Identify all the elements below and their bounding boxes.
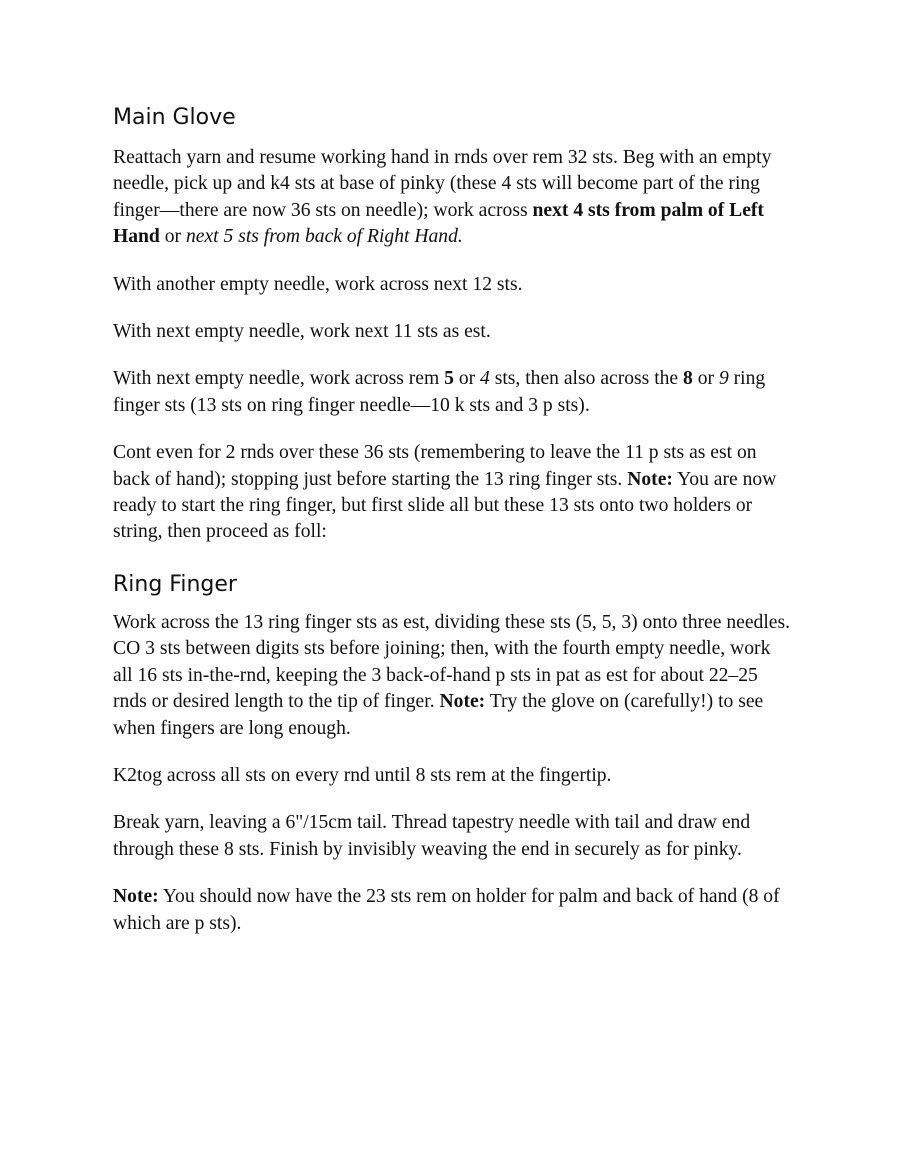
text-run: With next empty needle, work across rem	[113, 368, 445, 390]
paragraph	[113, 319, 793, 345]
text-run: With next empty needle, work next 11 sts as est.	[113, 321, 491, 343]
text-run: Break yarn, leaving a 6"/15cm tail. Thread tapestry needle with tail and draw end through these 8 sts. Finish by invisibly weaving the end in securely as for pinky.	[113, 812, 751, 860]
text-run-bold: next 4 sts from palm of Left Hand	[113, 199, 764, 248]
text-run: or	[159, 226, 186, 248]
text-run-bold: 5	[444, 368, 454, 390]
text-run: or	[453, 368, 481, 390]
text-run: sts, then also across the	[489, 368, 684, 390]
paragraph	[113, 610, 793, 742]
text-run-bold: 8	[683, 368, 693, 390]
text-run: You are now ready to start the ring finger, but first slide all but these 13 sts onto two holders or string, then proceed as foll:	[113, 468, 777, 543]
text-run-italic: 4	[480, 368, 490, 390]
text-run: With another empty needle, work across next 12 sts.	[113, 273, 523, 295]
text-run: Try the glove on (carefully!) to see when fingers are long enough.	[113, 691, 764, 739]
text-run-italic: 9	[718, 368, 729, 390]
paragraph	[113, 145, 793, 251]
text-run: Reattach yarn and resume working hand in rnds over rem 32 sts. Beg with an empty needle, pick up and k4 sts at base of pinky (these 4 sts will become part of the ring finger—there are now 36 sts on needle); work across	[113, 147, 772, 221]
paragraph	[113, 272, 793, 298]
note-label: Note:	[439, 691, 486, 713]
text-run: K2tog across all sts on every rnd until 8 sts rem at the fingertip.	[113, 764, 612, 786]
text-run: Work across the 13 ring finger sts as est, dividing these sts (5, 5, 3) onto three needles. CO 3 sts between digits sts before joining; then, with the fourth empty needle, work all 16 sts in-the-rnd, keeping the 3 back-of-hand p sts in pat as est for about 22–25 rnds or desired length to the tip of finger.	[113, 611, 790, 713]
text-run: You should now have the 23 sts rem on holder for palm and back of hand (8 of which are p sts).	[113, 886, 780, 934]
paragraph	[113, 884, 793, 937]
section-heading-main-glove: Main Glove	[113, 105, 236, 130]
text-run: Cont even for 2 rnds over these 36 sts (remembering to leave the 11 p sts as est on back of hand); stopping just before starting the 13 ring finger sts.	[113, 442, 757, 490]
paragraph	[113, 810, 793, 863]
document-page	[113, 103, 793, 958]
text-run-italic: next 5 sts from back of Right Hand.	[185, 226, 463, 248]
section-heading-ring-finger: Ring Finger	[113, 571, 237, 597]
paragraph	[113, 763, 793, 789]
paragraph	[113, 440, 793, 546]
note-label: Note:	[627, 468, 673, 490]
note-label: Note:	[113, 886, 159, 908]
text-run: or	[692, 368, 719, 390]
paragraph	[113, 366, 793, 419]
text-run: ring finger sts (13 sts on ring finger needle—10 k sts and 3 p sts).	[113, 368, 766, 416]
